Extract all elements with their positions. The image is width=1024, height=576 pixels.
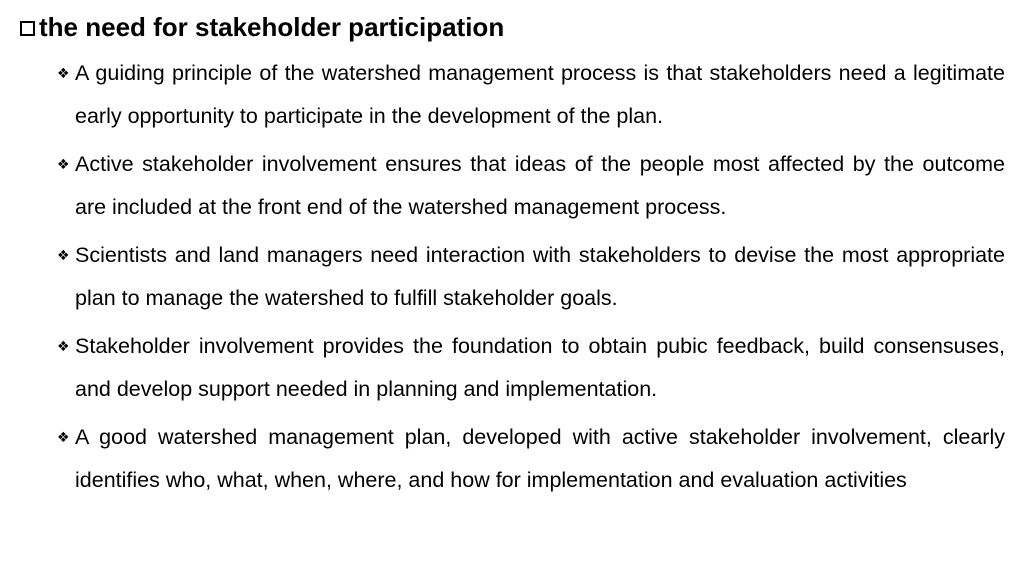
bullet-item xyxy=(57,325,1005,411)
bullet-item xyxy=(57,416,1005,502)
diamond-bullet-icon: ❖ xyxy=(57,338,70,354)
bullet-text: A guiding principle of the watershed management process is that stakeholders need a legitimate early opportunity to participate in the development of the plan. xyxy=(75,61,1005,128)
diamond-bullet-icon: ❖ xyxy=(57,65,70,81)
bullet-list xyxy=(57,52,1005,507)
diamond-bullet-icon: ❖ xyxy=(57,429,70,445)
bullet-text: Scientists and land managers need interaction with stakeholders to devise the most appropriate plan to manage the watershed to fulfill stakeholder goals. xyxy=(75,243,1005,310)
heading-text: the need for stakeholder participation xyxy=(39,12,505,42)
bullet-text: Stakeholder involvement provides the foundation to obtain pubic feedback, build consensuses, and develop support needed in planning and implementation. xyxy=(75,334,1005,401)
bullet-text: A good watershed management plan, developed with active stakeholder involvement, clearly identifies who, what, when, where, and how for implementation and evaluation activities xyxy=(75,425,1005,492)
square-bullet-icon xyxy=(20,21,35,36)
bullet-item xyxy=(57,143,1005,229)
bullet-item xyxy=(57,52,1005,138)
diamond-bullet-icon: ❖ xyxy=(57,247,70,263)
diamond-bullet-icon: ❖ xyxy=(57,156,70,172)
bullet-text: Active stakeholder involvement ensures that ideas of the people most affected by the outcome are included at the front end of the watershed management process. xyxy=(75,152,1005,219)
slide-heading xyxy=(20,10,504,44)
bullet-item xyxy=(57,234,1005,320)
